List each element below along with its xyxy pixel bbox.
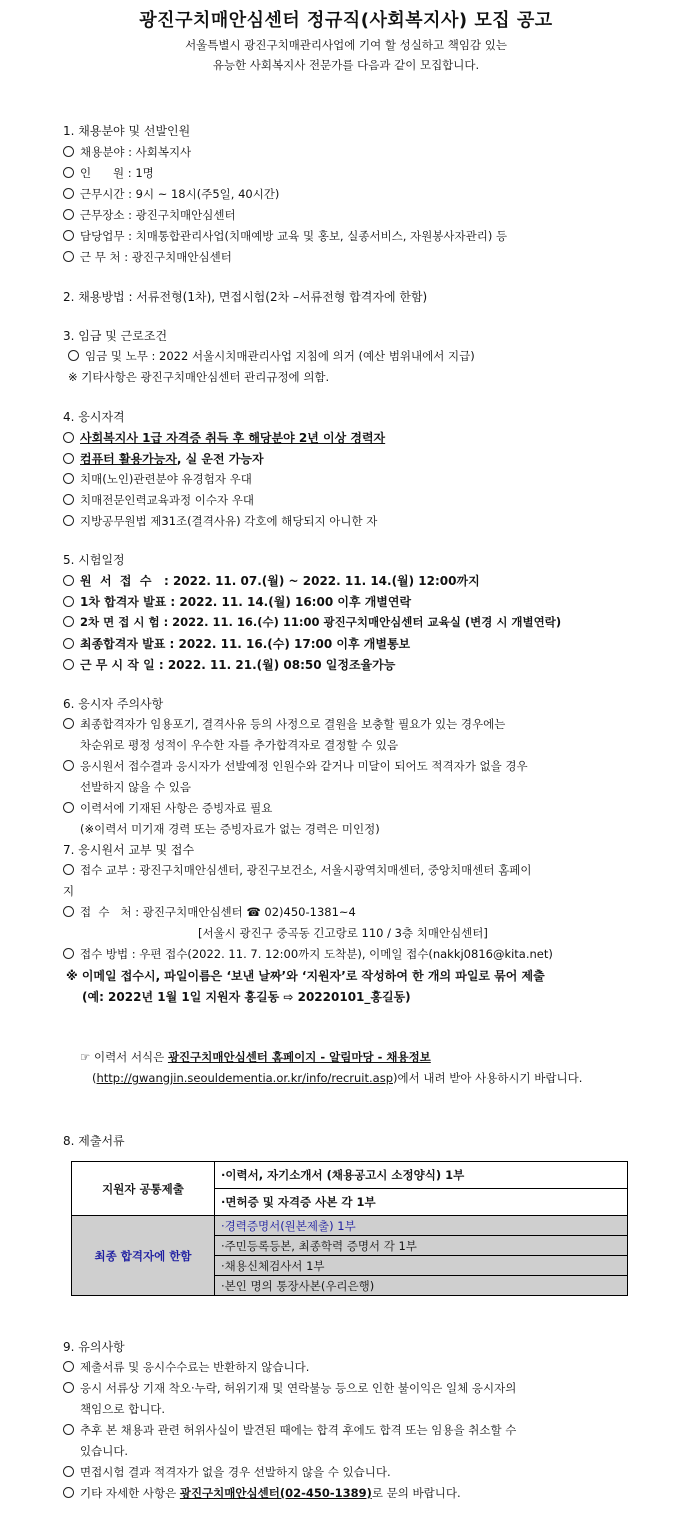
list-item: 접 수 처 : 광진구치매안심센터 ☎ 02)450-1381~4 — [63, 904, 356, 920]
table-row: ·본인 명의 통장사본(우리은행) — [215, 1276, 628, 1296]
schedule-item: 근 무 시 작 일 : 2022. 11. 21.(월) 08:50 일정조율가능 — [63, 656, 395, 673]
circle-bullet-icon — [63, 760, 74, 771]
circle-bullet-icon — [63, 802, 74, 813]
contact-phone: 광진구치매안심센터(02-450-1389) — [179, 1486, 372, 1500]
circle-bullet-icon — [63, 209, 74, 220]
section-2-heading: 2. 채용방법 : 서류전형(1차), 면접시험(2차 –서류전형 합격자에 한함) — [63, 290, 428, 304]
form-notice: ☞ 이력서 서식은 광진구치매안심센터 홈페이지 - 알림마당 - 채용정보 — [80, 1050, 431, 1064]
list-item-cont: (※이력서 미기재 경력 또는 증빙자료가 없는 경력은 미인정) — [80, 822, 380, 836]
circle-bullet-icon — [63, 616, 74, 627]
schedule-item: 최종합격자 발표 : 2022. 11. 16.(수) 17:00 이후 개별통보 — [63, 635, 410, 652]
circle-bullet-icon — [63, 251, 74, 262]
list-item: 추후 본 채용과 관련 허위사실이 발견된 때에는 합격 후에도 합격 또는 임용을 취소할 수 — [63, 1422, 516, 1438]
page-title: 광진구치매안심센터 정규직(사회복지사) 모집 공고 — [139, 10, 553, 31]
list-item: 치매(노인)관련분야 유경험자 우대 — [63, 471, 252, 487]
table-row: ·이력서, 자기소개서 (채용공고시 소정양식) 1부 — [215, 1162, 628, 1189]
section-7-heading: 7. 응시원서 교부 및 접수 — [63, 843, 195, 857]
circle-bullet-icon — [63, 906, 74, 917]
schedule-item: 1차 합격자 발표 : 2022. 11. 14.(월) 16:00 이후 개별연락 — [63, 593, 411, 610]
form-notice-url: (http://gwangjin.seouldementia.or.kr/info/recruit.asp)에서 내려 받아 사용하시기 바랍니다. — [92, 1071, 583, 1085]
documents-table — [71, 1161, 628, 1296]
circle-bullet-icon — [63, 515, 74, 526]
circle-bullet-icon — [63, 864, 74, 875]
list-item: 담당업무 : 치매통합관리사업(치매예방 교육 및 홍보, 실종서비스, 자원봉사자관리) 등 — [63, 228, 507, 244]
table-row: ·경력증명서(원본제출) 1부 — [215, 1216, 628, 1236]
circle-bullet-icon — [63, 596, 74, 607]
circle-bullet-icon — [63, 1487, 74, 1498]
circle-bullet-icon — [63, 948, 74, 959]
circle-bullet-icon — [63, 1466, 74, 1477]
list-item: 근무장소 : 광진구치매안심센터 — [63, 207, 236, 223]
section-8-heading: 8. 제출서류 — [63, 1134, 125, 1148]
list-item-cont: 차순위로 평정 성적이 우수한 자를 추가합격자로 결정할 수 있음 — [80, 738, 399, 752]
address-text: [서울시 광진구 중곡동 긴고랑로 110 / 3층 치매안심센터] — [198, 926, 488, 940]
schedule-item: 2차 면 접 시 험 : 2022. 11. 16.(수) 11:00 광진구치매안심센터 교육실 (변경 시 개별연락) — [63, 614, 561, 630]
list-item-cont: 책임으로 합니다. — [80, 1402, 166, 1416]
circle-bullet-icon — [63, 432, 74, 443]
circle-bullet-icon — [63, 638, 74, 649]
circle-bullet-icon — [63, 659, 74, 670]
circle-bullet-icon — [63, 167, 74, 178]
section-6-heading: 6. 응시자 주의사항 — [63, 697, 164, 711]
list-item: 최종합격자가 임용포기, 결격사유 등의 사정으로 결원을 보충할 필요가 있는 경우에는 — [63, 716, 505, 732]
circle-bullet-icon — [63, 718, 74, 729]
circle-bullet-icon — [63, 494, 74, 505]
table-row: ·면허증 및 자격증 사본 각 1부 — [215, 1189, 628, 1216]
circle-bullet-icon — [63, 473, 74, 484]
circle-bullet-icon — [63, 146, 74, 157]
table-row: ·주민등록등본, 최종학력 증명서 각 1부 — [215, 1236, 628, 1256]
list-item: 사회복지사 1급 자격증 취득 후 해당분야 2년 이상 경력자 — [63, 429, 385, 446]
list-item: 근 무 처 : 광진구치매안심센터 — [63, 249, 232, 265]
list-item-cont: 지 — [63, 884, 75, 898]
recruit-url-link[interactable]: http://gwangjin.seouldementia.or.kr/info/recruit.asp — [96, 1071, 393, 1085]
circle-bullet-icon — [63, 1361, 74, 1372]
list-item: 기타 자세한 사항은 광진구치매안심센터(02-450-1389)로 문의 바랍니다. — [63, 1485, 461, 1501]
email-example: (예: 2022년 1월 1일 지원자 홍길동 ⇨ 20220101_홍길동) — [82, 990, 411, 1004]
list-item: 인 원 : 1명 — [63, 165, 154, 181]
circle-bullet-icon — [63, 575, 74, 586]
note-text: ※ 기타사항은 광진구치매안심센터 관리규정에 의함. — [68, 370, 330, 384]
list-item-cont: 있습니다. — [80, 1444, 129, 1458]
list-item-cont: 선발하지 않을 수 있음 — [80, 780, 191, 794]
section-4-heading: 4. 응시자격 — [63, 410, 125, 424]
circle-bullet-icon — [63, 453, 74, 464]
circle-bullet-icon — [63, 230, 74, 241]
list-item: 응시 서류상 기재 착오·누락, 허위기재 및 연락불능 등으로 인한 불이익은 일체 응시자의 — [63, 1380, 516, 1396]
circle-bullet-icon — [68, 350, 79, 361]
list-item: 임금 및 노무 : 2022 서울시치매관리사업 지침에 의거 (예산 범위내에서 지급) — [68, 348, 475, 364]
list-item: 접수 방법 : 우편 접수(2022. 11. 7. 12:00까지 도착분), 이메일 접수(nakkj0816@kita.net) — [63, 946, 553, 962]
table-row: ·채용신체검사서 1부 — [215, 1256, 628, 1276]
intro-line-1: 서울특별시 광진구치매관리사업에 기여 할 성실하고 책임감 있는 — [185, 38, 507, 52]
list-item: 면접시험 결과 적격자가 없을 경우 선발하지 않을 수 있습니다. — [63, 1464, 391, 1480]
list-item: 지방공무원법 제31조(결격사유) 각호에 해당되지 아니한 자 — [63, 513, 377, 529]
list-item: 치매전문인력교육과정 이수자 우대 — [63, 492, 254, 508]
circle-bullet-icon — [63, 1382, 74, 1393]
section-1-heading: 1. 채용분야 및 선발인원 — [63, 124, 191, 138]
list-item: 접수 교부 : 광진구치매안심센터, 광진구보건소, 서울시광역치매센터, 중앙치매센터 홈페이 — [63, 862, 531, 878]
list-item: 채용분야 : 사회복지사 — [63, 144, 191, 160]
common-label: 지원자 공통제출 — [72, 1162, 215, 1216]
section-5-heading: 5. 시험일정 — [63, 553, 125, 567]
circle-bullet-icon — [63, 188, 74, 199]
list-item: 근무시간 : 9시 ~ 18시(주5일, 40시간) — [63, 186, 279, 202]
final-label: 최종 합격자에 한함 — [72, 1216, 215, 1296]
section-9-heading: 9. 유의사항 — [63, 1340, 125, 1354]
list-item: 컴퓨터 활용가능자, 실 운전 가능자 — [63, 450, 264, 467]
list-item: 이력서에 기재된 사항은 증빙자료 필요 — [63, 800, 272, 816]
email-note: ※ 이메일 접수시, 파일이름은 ‘보낸 날짜’와 ‘지원자’로 작성하여 한 개의 파일로 묶어 제출 — [66, 969, 545, 983]
schedule-item: 원 서 접 수 : 2022. 11. 07.(월) ~ 2022. 11. 14.(월) 12:00까지 — [63, 572, 480, 589]
homepage-link[interactable]: 광진구치매안심센터 홈페이지 - 알림마당 - 채용정보 — [167, 1050, 431, 1064]
section-3-heading: 3. 임금 및 근로조건 — [63, 329, 168, 343]
intro-line-2: 유능한 사회복지사 전문가를 다음과 같이 모집합니다. — [212, 58, 480, 72]
list-item: 제출서류 및 응시수수료는 반환하지 않습니다. — [63, 1359, 309, 1375]
circle-bullet-icon — [63, 1424, 74, 1435]
list-item: 응시원서 접수결과 응시자가 선발예정 인원수와 같거나 미달이 되어도 적격자가 없을 경우 — [63, 758, 528, 774]
